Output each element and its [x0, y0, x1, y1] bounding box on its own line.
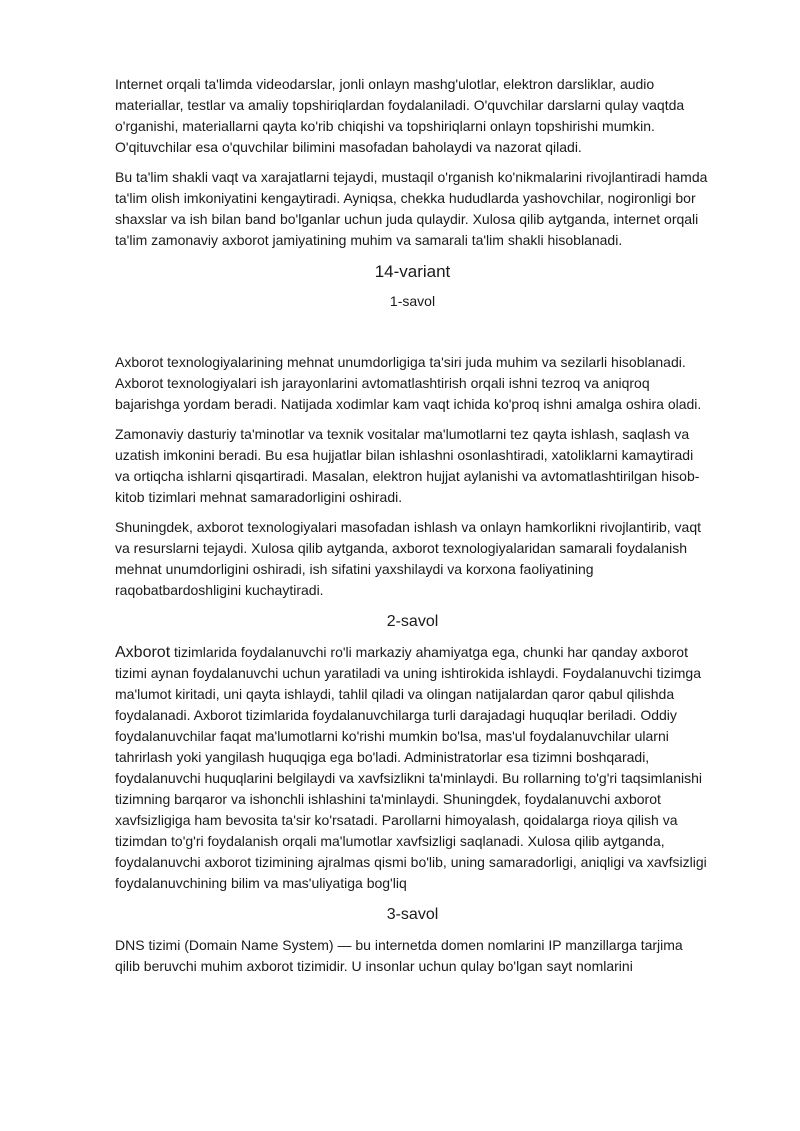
question-1-paragraph-3: Shuningdek, axborot texnologiyalari masofadan ishlash va onlayn hamkorlikni rivojlantirib, vaqt va resurslarni tejaydi. Xulosa qilib aytganda, axborot texnologiyalaridan samarali foydalanish mehnat unumdorligini oshiradi, ish sifatini yaxshilaydi va korxona faoliyatining raqobatbardoshligini kuchaytiradi. — [115, 519, 701, 598]
question-1-title: 1-savol — [389, 293, 436, 309]
intro-paragraph-2: Bu ta'lim shakli vaqt va xarajatlarni tejaydi, mustaqil o'rganish ko'nikmalarini rivojlantiradi hamda ta'lim olish imkoniyatini kengaytiradi. Ayniqsa, chekka hududlarda yashovchilar, nogironligi bor shaxslar va ish bilan band bo'lganlar uchun juda qulaydir. Xulosa qilib aytganda, internet orqali ta'lim zamonaviy axborot jamiyatining muhim va samarali ta'lim shakli hisoblanadi. — [115, 169, 708, 248]
question-3-paragraph: DNS tizimi (Domain Name System) — bu internetda domen nomlarini IP manzillarga tarjima qilib beruvchi muhim axborot tizimidir. U insonlar uchun qulay bo'lgan sayt nomlarini — [115, 937, 683, 974]
question-2-body: tizimlarida foydalanuvchi ro'li markaziy ahamiyatga ega, chunki har qanday axborot tizimi aynan foydalanuvchi uchun yaratiladi va uning ishtirokida ishlaydi. Foydalanuvchi tizimga ma'lumot kiritadi, uni qayta ishlaydi, tahlil qiladi va olingan natijalardan qaror qabul qilishda foydalanadi. Axborot tizimlarida foydalanuvchilarga turli darajadagi huquqlar beriladi. Oddiy foydalanuvchilar faqat ma'lumotlarni ko'rishi mumkin bo'lsa, mas'ul foydalanuvchilar ularni tahrirlash yoki yangilash huquqiga ega bo'ladi. Administratorlar esa tizimni boshqaradi, foydalanuvchi huquqlarini belgilaydi va xavfsizlikni ta'minlaydi. Bu rollarning to'g'ri taqsimlanishi tizimning barqaror va ishonchli ishlashini ta'minlaydi. Shuningdek, foydalanuvchi axborot xavfsizligiga ham bevosita ta'sir ko'rsatadi. Parollarni himoyalash, qoidalarga rioya qilish va tizimdan to'g'ri foydalanish orqali ma'lumotlar xavfsizligi saqlanadi. Xulosa qilib aytganda, foydalanuvchi axborot tizimining ajralmas qismi bo'lib, uning samaradorligi, aniqligi va xavfsizligi foydalanuvchining bilim va mas'uliyatiga bog'liq — [115, 644, 707, 891]
intro-paragraph-1: Internet orqali ta'limda videodarslar, jonli onlayn mashg'ulotlar, elektron darsliklar, audio materiallar, testlar va amaliy topshiriqlardan foydalaniladi. O'quvchilar darslarni qulay vaqtda o'rganishi, materiallarni qayta ko'rib chiqishi va topshiriqlarni onlayn topshirishi mumkin. O'qituvchilar esa o'quvchilar bilimini masofadan baholaydi va nazorat qiladi. — [115, 76, 685, 155]
variant-title: 14-variant — [374, 262, 451, 281]
question-1-paragraph-1: Axborot texnologiyalarining mehnat unumdorligiga ta'siri juda muhim va sezilarli hisoblanadi. Axborot texnologiyalari ish jarayonlarini avtomatlashtirish orqali ishni tezroq va aniqroq bajarishga yordam beradi. Natijada xodimlar kam vaqt ichida ko'proq ishni amalga oshira oladi. — [115, 354, 702, 412]
question-2-lead-word: Axborot — [115, 644, 171, 661]
question-2-paragraph — [115, 642, 710, 894]
document-page — [115, 74, 710, 986]
question-2-title: 2-savol — [386, 613, 439, 630]
blank-space — [115, 312, 710, 352]
question-3-title: 3-savol — [386, 906, 439, 923]
question-1-paragraph-2: Zamonaviy dasturiy ta'minotlar va texnik vositalar ma'lumotlarni tez qayta ishlash, saqlash va uzatish imkonini beradi. Bu esa hujjatlar bilan ishlashni osonlashtiradi, xatoliklarni kamaytiradi va ortiqcha ishlarni qisqartiradi. Masalan, elektron hujjat aylanishi va avtomatlashtirilgan hisob-kitob tizimlari mehnat samaradorligini oshiradi. — [115, 426, 700, 505]
